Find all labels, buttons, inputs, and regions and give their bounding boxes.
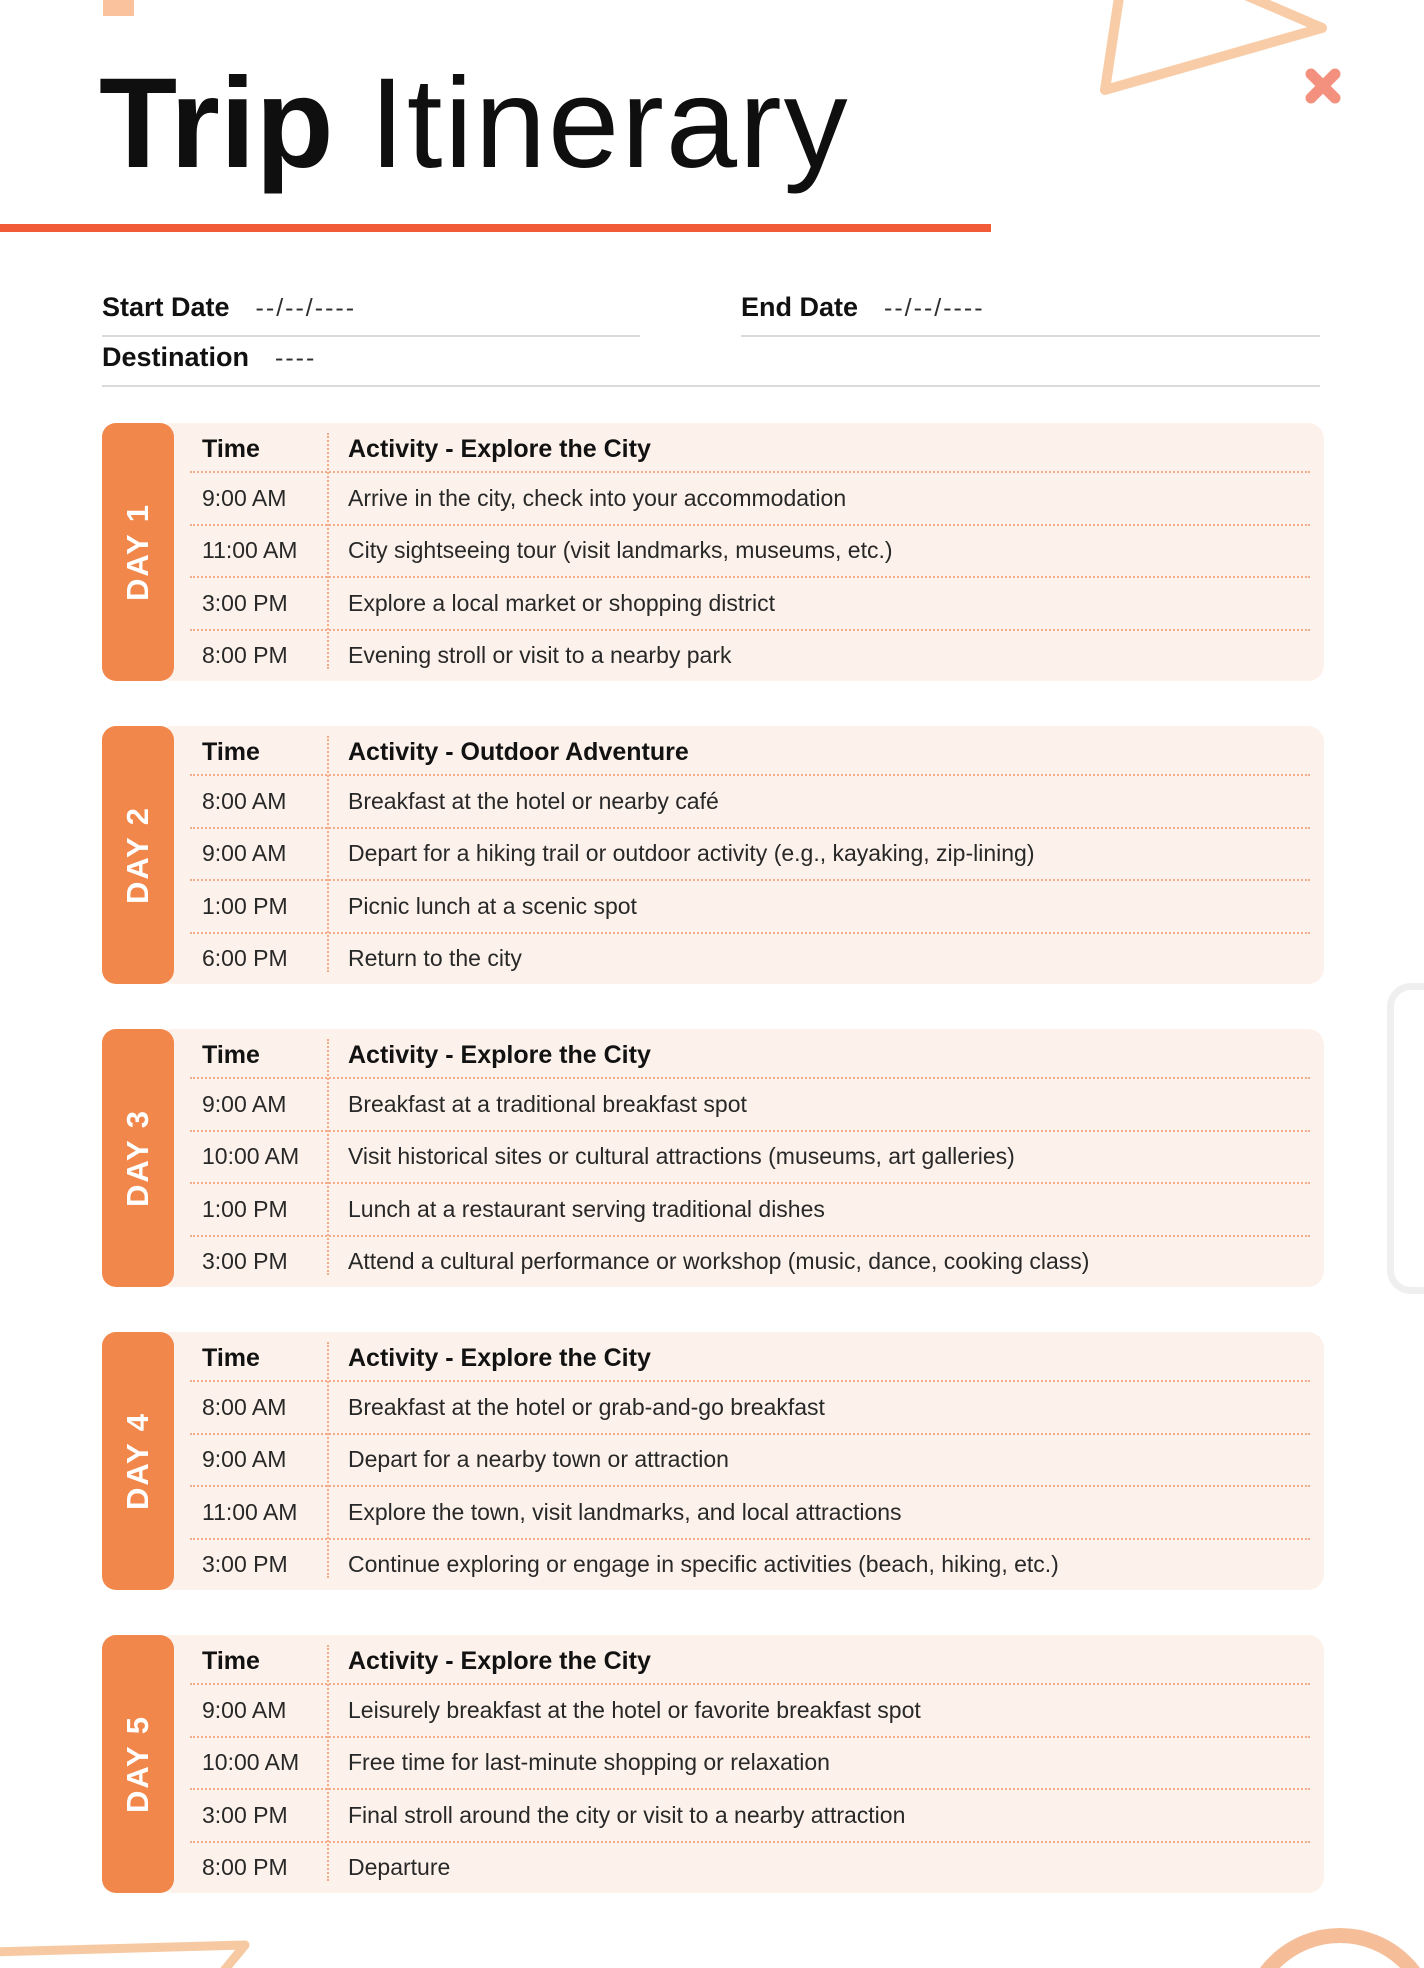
activity-cell: Explore the town, visit landmarks, and local attractions (348, 1498, 902, 1525)
day-1-section (0, 423, 1424, 681)
time-cell: 9:00 AM (202, 1446, 287, 1473)
table-header-row (190, 726, 1310, 774)
day-5-tab (102, 1635, 174, 1893)
time-cell: 1:00 PM (202, 1195, 288, 1222)
activity-column-header: Activity - Outdoor Adventure (348, 737, 689, 766)
day-3-table (156, 1029, 1324, 1287)
activity-cell: City sightseeing tour (visit landmarks, museums, etc.) (348, 537, 893, 564)
time-column-header: Time (202, 1040, 260, 1069)
time-column-header: Time (202, 1343, 260, 1372)
activity-column-header: Activity - Explore the City (348, 1040, 651, 1069)
table-row (190, 1077, 1310, 1130)
day-4-table (156, 1332, 1324, 1590)
table-row (190, 471, 1310, 524)
column-divider (327, 736, 329, 972)
time-cell: 8:00 AM (202, 787, 287, 814)
time-cell: 9:00 AM (202, 1696, 287, 1723)
activity-cell: Breakfast at the hotel or nearby café (348, 787, 719, 814)
start-date-field[interactable] (102, 292, 640, 337)
time-cell: 11:00 AM (202, 537, 298, 564)
activity-cell: Breakfast at a traditional breakfast spot (348, 1090, 747, 1117)
column-divider (327, 1039, 329, 1275)
title-bold: Trip (99, 52, 334, 195)
day-3-tab (102, 1029, 174, 1287)
activity-cell: Attend a cultural performance or workshop (music, dance, cooking class) (348, 1248, 1090, 1275)
table-row (190, 1538, 1310, 1591)
day-tab-label: DAY 1 (120, 503, 155, 601)
table-row (190, 1235, 1310, 1288)
column-divider (327, 1645, 329, 1881)
table-row (190, 1130, 1310, 1183)
activity-cell: Leisurely breakfast at the hotel or favorite breakfast spot (348, 1696, 921, 1723)
destination-value[interactable]: ---- (275, 344, 317, 372)
table-row (190, 524, 1310, 577)
close-icon (1303, 66, 1343, 106)
table-row (190, 1841, 1310, 1894)
day-tab-label: DAY 2 (120, 806, 155, 904)
activity-cell: Departure (348, 1854, 451, 1881)
day-5-section (0, 1635, 1424, 1893)
title-underline-rule (0, 224, 991, 232)
time-cell: 9:00 AM (202, 1090, 287, 1117)
activity-cell: Return to the city (348, 945, 522, 972)
activity-cell: Picnic lunch at a scenic spot (348, 892, 637, 919)
activity-column-header: Activity - Explore the City (348, 1646, 651, 1675)
table-header-row (190, 1332, 1310, 1380)
time-cell: 3:00 PM (202, 1551, 288, 1578)
time-cell: 11:00 AM (202, 1498, 298, 1525)
end-date-value[interactable]: --/--/---- (884, 294, 985, 322)
day-2-tab (102, 726, 174, 984)
triangle-decoration-bottom-icon (0, 1933, 410, 1968)
table-row (190, 576, 1310, 629)
table-row (190, 1485, 1310, 1538)
circle-decoration-icon (1240, 1928, 1424, 1968)
activity-cell: Visit historical sites or cultural attractions (museums, art galleries) (348, 1143, 1015, 1170)
table-row (190, 1433, 1310, 1486)
day-tab-label: DAY 5 (120, 1715, 155, 1813)
activity-cell: Final stroll around the city or visit to a nearby attraction (348, 1801, 906, 1828)
day-2-table (156, 726, 1324, 984)
table-header-row (190, 1029, 1310, 1077)
table-row (190, 629, 1310, 682)
activity-cell: Evening stroll or visit to a nearby park (348, 642, 732, 669)
time-cell: 3:00 PM (202, 589, 288, 616)
activity-cell: Arrive in the city, check into your accommodation (348, 484, 847, 511)
destination-label: Destination (102, 342, 250, 372)
day-2-section (0, 726, 1424, 984)
activity-cell: Depart for a nearby town or attraction (348, 1446, 729, 1473)
destination-field[interactable] (102, 342, 1320, 387)
table-row (190, 1380, 1310, 1433)
column-divider (327, 433, 329, 669)
table-row (190, 774, 1310, 827)
time-cell: 3:00 PM (202, 1248, 288, 1275)
table-row (190, 1683, 1310, 1736)
table-row (190, 932, 1310, 985)
time-cell: 3:00 PM (202, 1801, 288, 1828)
day-tab-label: DAY 3 (120, 1109, 155, 1207)
day-tab-label: DAY 4 (120, 1412, 155, 1510)
activity-cell: Continue exploring or engage in specific activities (beach, hiking, etc.) (348, 1551, 1059, 1578)
activity-column-header: Activity - Explore the City (348, 1343, 651, 1372)
table-row (190, 1736, 1310, 1789)
time-cell: 6:00 PM (202, 945, 288, 972)
time-column-header: Time (202, 737, 260, 766)
day-1-tab (102, 423, 174, 681)
time-column-header: Time (202, 1646, 260, 1675)
day-4-section (0, 1332, 1424, 1590)
table-row (190, 827, 1310, 880)
activity-cell: Depart for a hiking trail or outdoor activity (e.g., kayaking, zip-lining) (348, 840, 1035, 867)
table-row (190, 879, 1310, 932)
table-row (190, 1788, 1310, 1841)
end-date-field[interactable] (741, 292, 1320, 337)
table-header-row (190, 423, 1310, 471)
activity-cell: Breakfast at the hotel or grab-and-go breakfast (348, 1393, 825, 1420)
day-5-table (156, 1635, 1324, 1893)
title-light: Itinerary (369, 52, 850, 195)
day-1-table (156, 423, 1324, 681)
end-date-label: End Date (741, 292, 859, 322)
time-cell: 9:00 AM (202, 484, 287, 511)
time-cell: 8:00 PM (202, 1854, 288, 1881)
time-column-header: Time (202, 434, 260, 463)
activity-cell: Lunch at a restaurant serving traditional dishes (348, 1195, 825, 1222)
column-divider (327, 1342, 329, 1578)
start-date-label: Start Date (102, 292, 230, 322)
time-cell: 10:00 AM (202, 1749, 300, 1776)
table-row (190, 1182, 1310, 1235)
day-4-tab (102, 1332, 174, 1590)
time-cell: 8:00 AM (202, 1393, 287, 1420)
time-cell: 9:00 AM (202, 840, 287, 867)
activity-column-header: Activity - Explore the City (348, 434, 651, 463)
start-date-value[interactable]: --/--/---- (255, 294, 357, 322)
day-3-section (0, 1029, 1424, 1287)
square-decoration-icon (103, 0, 134, 16)
time-cell: 10:00 AM (202, 1143, 300, 1170)
activity-cell: Free time for last-minute shopping or relaxation (348, 1749, 830, 1776)
page-title (99, 54, 850, 195)
time-cell: 8:00 PM (202, 642, 288, 669)
activity-cell: Explore a local market or shopping district (348, 589, 775, 616)
table-header-row (190, 1635, 1310, 1683)
time-cell: 1:00 PM (202, 892, 288, 919)
